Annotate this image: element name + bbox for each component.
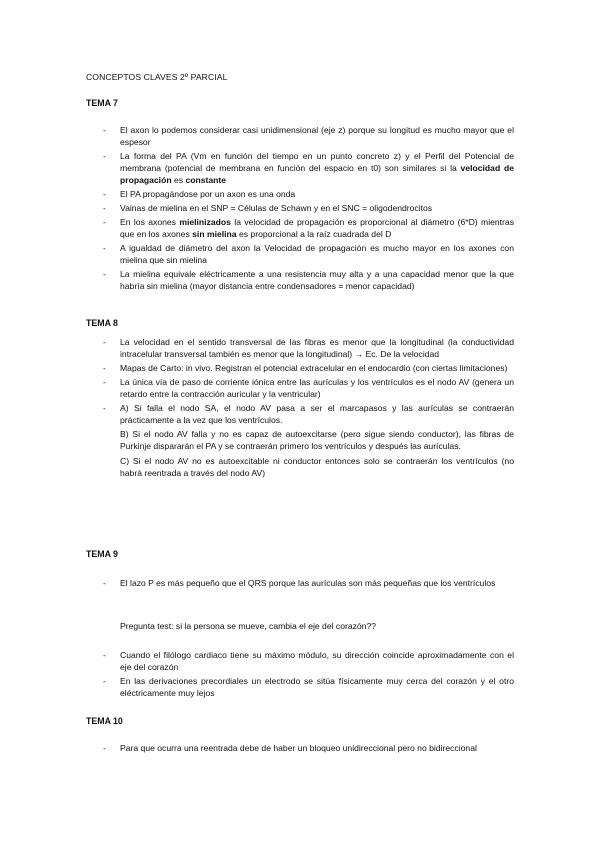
- item-paragraph: [120, 455, 514, 479]
- text-run: El axon lo podemos considerar casi unidimensional (eje z) porque su longitud es mucho mayor que el espesor: [120, 125, 514, 148]
- text-run: B) Si el nodo AV falla y no es capaz de autoexcitarse (pero sigue siendo conductor), las fibras de Purkinje dispararán el PA y se contraerán primero los ventrículos y después las aurículas.: [120, 429, 514, 452]
- tema9-list-b: [86, 649, 514, 701]
- section-heading-tema8: TEMA 8: [86, 318, 118, 328]
- bullet-dash: -: [103, 650, 106, 660]
- item-text: [120, 577, 514, 589]
- item-text: [120, 268, 514, 292]
- item-paragraph: [120, 428, 514, 452]
- bullet-dash: -: [103, 676, 106, 686]
- list-item: [86, 362, 514, 374]
- text-run: Cuando el filólogo cardiaco tiene su máximo módulo, su dirección coincide aproximadamente con el eje del corazón: [120, 650, 514, 673]
- bullet-dash: -: [103, 578, 106, 588]
- document-title: CONCEPTOS CLAVES 2º PARCIAL: [86, 72, 228, 82]
- item-text: [120, 124, 514, 148]
- bold-text: sin mielina: [192, 229, 237, 239]
- tema9-list-a: [86, 577, 514, 591]
- text-run: La velocidad en el sentido transversal de las fibras es menor que la longitudinal (la conductividad intracelular transversal también es menor que la longitudinal) → Ec. De la velocidad: [120, 337, 514, 360]
- text-run: es proporcional a la raíz cuadrada del D: [236, 229, 392, 239]
- list-item: [86, 268, 514, 292]
- list-item: [86, 202, 514, 214]
- bold-text: constante: [185, 175, 227, 186]
- bullet-dash: -: [103, 743, 106, 753]
- bullet-dash: -: [103, 242, 106, 253]
- list-item: [86, 577, 514, 589]
- list-item: [86, 216, 514, 240]
- text-run: La forma del PA (Vm en función del tiempo en un punto concreto z) y el Perfil del Potencial de membrana (potencial de membrana en función del espacio en t0) son similares si la: [120, 151, 514, 174]
- item-text: [120, 242, 514, 266]
- text-run: C) Si el nodo AV no es autoexcitable ni conductor entonces solo se contraerán los ventrículos (no habrá reentrada a través del nodo AV): [120, 455, 514, 478]
- section-heading-tema9: TEMA 9: [86, 549, 118, 559]
- section-heading-tema7: TEMA 7: [86, 98, 118, 108]
- list-item: [86, 150, 514, 187]
- list-item: [86, 188, 514, 200]
- list-item: [86, 242, 514, 266]
- bold-text: velocidad de propagación: [120, 163, 515, 186]
- text-run: Mapas de Carto: in vivo. Registran el potencial extracelular en el endocardio (con ciertas limitaciones): [120, 363, 508, 373]
- text-run: A igualdad de diámetro del axon la Velocidad de propagación es mucho mayor en los axones con mielina que sin mielina: [120, 242, 514, 265]
- text-run: En los axones: [120, 216, 180, 227]
- list-item: [86, 402, 514, 479]
- item-paragraph: [120, 336, 514, 360]
- bold-text: mielinizados: [179, 216, 231, 227]
- tema7-list: [86, 124, 514, 294]
- text-run: El PA propagándose por un axon es una onda: [120, 189, 296, 200]
- text-run: A) Si falla el nodo SA, el nodo AV pasa a ser el marcapasos y las aurículas se contraerán prácticamente a la vez que los ventrículos.: [120, 402, 514, 425]
- bullet-dash: -: [103, 363, 106, 373]
- bullet-dash: -: [103, 337, 106, 347]
- text-run: La única vía de paso de corriente iónica entre las aurículas y los ventrículos es el nodo AV (genera un retardo entre la contracción auricular y la ventricular): [120, 376, 514, 399]
- text-run: El lazo P es más pequeño que el QRS porque las aurículas son más pequeñas que los ventrículos: [120, 578, 496, 588]
- list-item: [86, 675, 514, 699]
- text-run: En las derivaciones precordiales un electrodo se sitúa físicamente muy cerca del corazón y el otro eléctricamente muy lejos: [120, 676, 514, 699]
- tema10-list: [86, 742, 514, 756]
- text-run: es: [171, 175, 186, 186]
- item-paragraph: [120, 402, 514, 426]
- list-item: [86, 742, 514, 754]
- bullet-dash: -: [103, 151, 106, 161]
- text-run: Vainas de mielina en el SNP = Células de Schawn y en el SNC = oligodendrocitos: [120, 203, 433, 213]
- list-item: [86, 336, 514, 360]
- item-paragraph: [120, 362, 514, 374]
- item-text: [120, 649, 514, 673]
- test-question: Pregunta test: si la persona se mueve, cambia el eje del corazón??: [120, 621, 377, 631]
- bullet-dash: -: [103, 216, 106, 227]
- bullet-dash: -: [103, 402, 106, 413]
- text-run: Para que ocurra una reentrada debe de haber un bloqueo unidireccional pero no bidireccional: [120, 743, 477, 753]
- section-heading-tema10: TEMA 10: [86, 716, 123, 726]
- text-run: La mielina equivale eléctricamente a una resistencia muy alta y a una capacidad menor que la que habría sin mielina (mayor distancia entre condensadores = menor capacidad): [120, 268, 514, 291]
- bullet-dash: -: [103, 189, 106, 200]
- bullet-dash: -: [103, 376, 106, 387]
- text-run: la velocidad de propagación es proporcional al diámetro (6*D) mientras que en los axones: [120, 216, 514, 239]
- item-text: [120, 742, 514, 754]
- list-item: [86, 376, 514, 400]
- bullet-dash: -: [103, 125, 106, 135]
- bullet-dash: -: [103, 203, 106, 213]
- item-paragraph: [120, 376, 514, 400]
- item-text: [120, 188, 514, 200]
- item-text: [120, 202, 514, 214]
- item-text: [120, 150, 514, 187]
- list-item: [86, 649, 514, 673]
- item-text: [120, 675, 514, 699]
- item-text: [120, 216, 514, 240]
- tema8-list: [86, 336, 514, 481]
- bullet-dash: -: [103, 268, 106, 279]
- list-item: [86, 124, 514, 148]
